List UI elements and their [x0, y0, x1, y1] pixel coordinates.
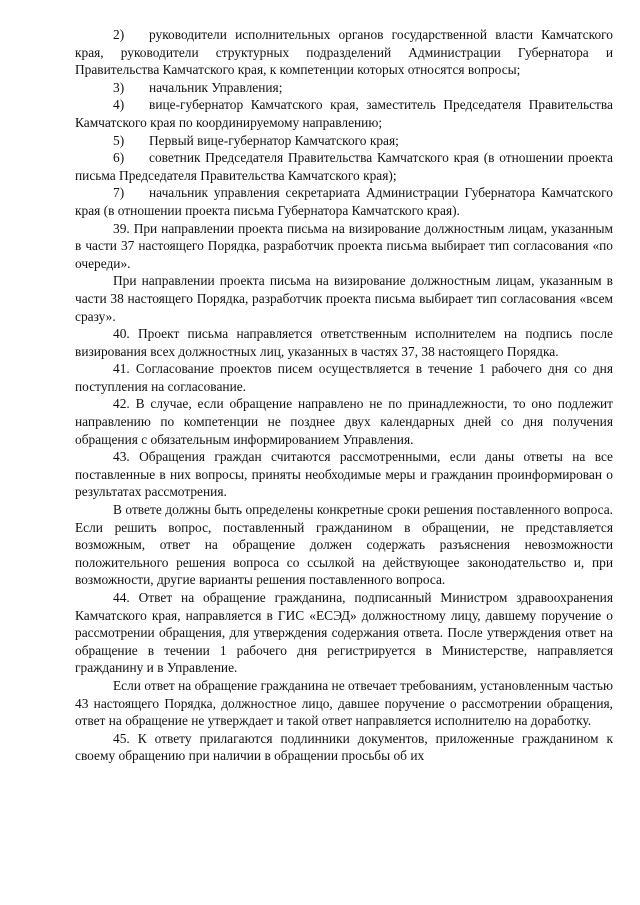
list-text: советник Председателя Правительства Камчатского края (в отношении проекта письма Председателя Правительства Камчатского края); — [75, 150, 613, 183]
paragraph-44-cont: Если ответ на обращение гражданина не отвечает требованиям, установленным частью 43 настоящего Порядка, должностное лицо, давшее поручение о рассмотрении обращения, ответ на обращение не утверждает и такой ответ направляется исполнителю на доработку. — [75, 677, 613, 729]
list-text: начальник управления секретариата Администрации Губернатора Камчатского края (в отношении проекта письма Губернатора Камчатского края). — [75, 185, 613, 218]
list-number: 5) — [113, 132, 125, 148]
paragraph-43: 43. Обращения граждан считаются рассмотренными, если даны ответы на все поставленные в них вопросы, приняты необходимые меры и гражданин проинформирован о результатах рассмотрения. — [75, 449, 613, 500]
list-number: 6) — [113, 150, 125, 166]
list-text: руководители исполнительных органов государственной власти Камчатского края, руководители структурных подразделений Администрации Губернатора и Правительства Камчатского края, к компетенции которых относятся вопросы; — [75, 27, 613, 78]
paragraph-43-cont: В ответе должны быть определены конкретные сроки решения поставленного вопроса. Если решить вопрос, поставленный гражданином в обращении, не представляется возможным, ответ на обращение должен содержать разъяснения невозможности положительного решения вопроса со ссылкой на действующее законодательство и, при возможности, другие варианты решения поставленного вопроса. — [75, 502, 613, 588]
list-item-3 — [75, 79, 613, 97]
paragraph-45: 45. К ответу прилагаются подлинники документов, приложенные гражданином к своему обращению при наличии в обращении просьбы об их — [75, 730, 613, 764]
document-page — [75, 26, 613, 765]
paragraph-44: 44. Ответ на обращение гражданина, подписанный Министром здравоохранения Камчатского края, направляется в ГИС «ЕСЭД» должностному лицу, давшему поручение о рассмотрении обращения, для утверждения содержания ответа. После утверждения ответ на обращение в течении 1 рабочего дня регистрируется в Министерстве, направляется гражданину и в Управление. — [75, 590, 613, 676]
paragraph-42: 42. В случае, если обращение направлено не по принадлежности, то оно подлежит направлению по компетенции не позднее двух календарных дней со дня получения обращения с обязательным информированием Управления. — [75, 396, 613, 447]
list-item-4 — [75, 96, 613, 131]
list-number: 2) — [113, 27, 125, 42]
list-number: 7) — [113, 185, 125, 201]
list-item-2 — [75, 26, 613, 79]
paragraph-39: 39. При направлении проекта письма на визирование должностным лицам, указанным в части 37 настоящего Порядка, разработчик проекта письма выбирает тип согласования «по очереди». — [75, 220, 613, 271]
list-text: вице-губернатор Камчатского края, заместитель Председателя Правительства Камчатского края по координируемому направлению; — [75, 97, 613, 130]
list-text: начальник Управления; — [149, 79, 283, 95]
list-item-7 — [75, 184, 613, 219]
list-number: 3) — [113, 79, 125, 95]
list-text: Первый вице-губернатор Камчатского края; — [149, 132, 399, 148]
list-item-6 — [75, 149, 613, 184]
paragraph-39-cont: При направлении проекта письма на визирование должностным лицам, указанным в части 38 настоящего Порядка, разработчик проекта письма выбирает тип согласования «всем сразу». — [75, 273, 613, 324]
paragraph-41: 41. Согласование проектов писем осуществляется в течение 1 рабочего дня со дня поступления на согласование. — [75, 361, 613, 394]
paragraph-40: 40. Проект письма направляется ответственным исполнителем на подпись после визирования всех должностных лиц, указанных в частях 37, 38 настоящего Порядка. — [75, 326, 613, 359]
list-number: 4) — [113, 97, 125, 113]
list-item-5 — [75, 132, 613, 150]
